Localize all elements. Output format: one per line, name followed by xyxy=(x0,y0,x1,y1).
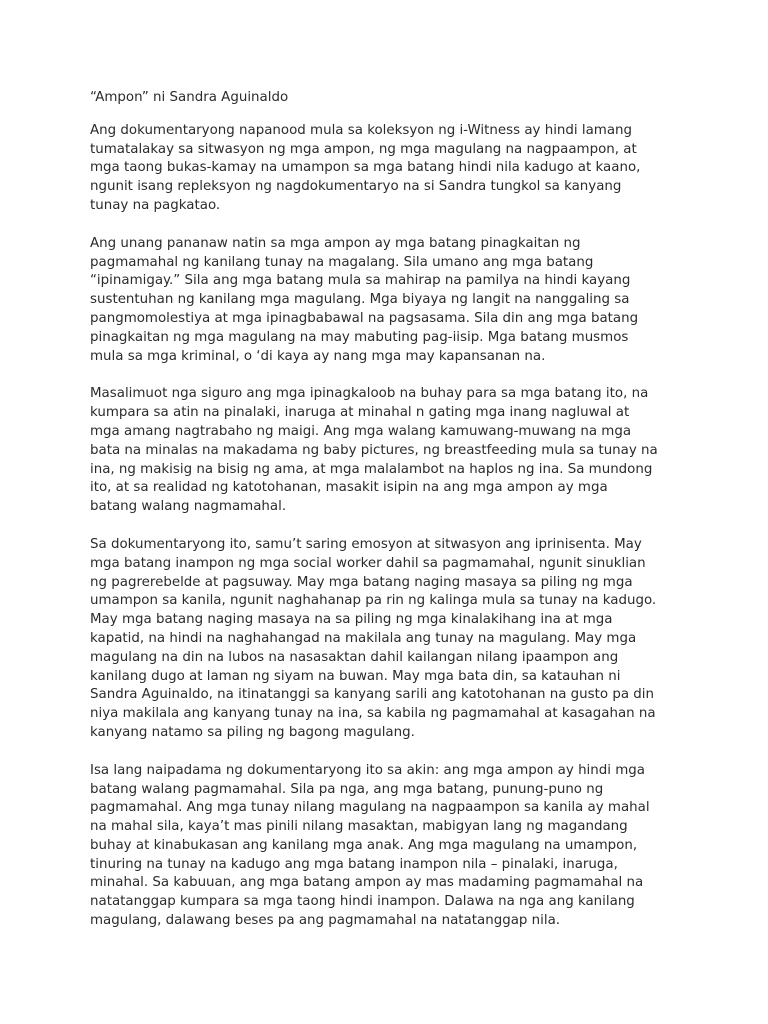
paragraph-3 xyxy=(90,385,690,517)
text-line: tumatalakay sa sitwasyon ng mga ampon, ng mga magulang na nagpaampon, at xyxy=(90,141,637,157)
text-line: ng pagrerebelde at pagsuway. May mga batang naging masaya sa piling ng mga xyxy=(90,574,633,590)
text-line: natatanggap kumpara sa mga taong hindi inampon. Dalawa na nga ang kanilang xyxy=(90,894,635,910)
text-line: bata na minalas na makadama ng baby pictures, ng breastfeeding mula sa tunay na xyxy=(90,442,658,458)
text-line: Ang unang pananaw natin sa mga ampon ay mga batang pinagkaitan ng xyxy=(90,235,581,251)
text-line: mula sa mga kriminal, o ‘di kaya ay nang mga may kapansanan na. xyxy=(90,348,546,364)
paragraph-2 xyxy=(90,235,690,367)
text-line: minahal. Sa kabuuan, ang mga batang ampon ay mas madaming pagmamahal na xyxy=(90,875,644,891)
text-line: umampon sa kanila, ngunit naghahanap pa rin ng kalinga mula sa tunay na kadugo. xyxy=(90,593,657,609)
text-line: ngunit isang repleksyon ng nagdokumentaryo na si Sandra tungkol sa kanyang xyxy=(90,179,622,195)
text-line: buhay at kinabukasan ang kanilang mga anak. Ang mga magulang na umampon, xyxy=(90,837,638,853)
text-line: kanilang dugo at laman ng siyam na buwan. May mga bata din, sa katauhan ni xyxy=(90,668,621,684)
text-line: Masalimuot nga siguro ang mga ipinagkaloob na buhay para sa mga batang ito, na xyxy=(90,386,649,402)
text-line: sustentuhan ng kanilang mga magulang. Mga biyaya ng langit na nanggaling sa xyxy=(90,292,630,308)
text-line: Ang dokumentaryong napanood mula sa koleksyon ng i-Witness ay hindi lamang xyxy=(90,122,633,138)
text-line: ina, ng makisig na bisig ng ama, at mga malalambot na haplos ng ina. Sa mundong xyxy=(90,461,653,477)
text-line: ito, at sa realidad ng katotohanan, masakit isipin na ang mga ampon ay mga xyxy=(90,480,608,496)
text-line: mga batang inampon ng mga social worker dahil sa pagmamahal, ngunit sinuklian xyxy=(90,555,646,571)
document-title: “Ampon” ni Sandra Aguinaldo xyxy=(90,90,289,105)
text-line: na mahal sila, kaya’t mas pinili nilang masaktan, mabigyan lang ng magandang xyxy=(90,819,628,835)
text-line: magulang, dalawang beses pa ang pagmamahal na natatanggap nila. xyxy=(90,913,561,929)
paragraph-1 xyxy=(90,122,690,216)
text-line: niya makilala ang kanyang tunay na ina, sa kabila ng pagmamahal at kasagahan na xyxy=(90,706,656,722)
text-line: kanyang natamo sa piling ng bagong magulang. xyxy=(90,724,415,740)
text-line: pinagkaitan ng mga magulang na may mabuting pag-iisip. Mga batang musmos xyxy=(90,329,629,345)
text-line: Sa dokumentaryong ito, samu’t saring emosyon at sitwasyon ang iprinisenta. May xyxy=(90,536,642,552)
text-line: kapatid, na hindi na naghahangad na makilala ang tunay na magulang. May mga xyxy=(90,630,637,646)
text-line: “ipinamigay.” Sila ang mga batang mula sa mahirap na pamilya na hindi kayang xyxy=(90,273,631,289)
paragraph-4 xyxy=(90,536,690,743)
text-line: Isa lang naipadama ng dokumentaryong ito sa akin: ang mga ampon ay hindi mga xyxy=(90,762,645,778)
text-line: batang walang pagmamahal. Sila pa nga, ang mga batang, punung-puno ng xyxy=(90,781,604,797)
text-line: May mga batang naging masaya na sa piling ng mga kinalakihang ina at mga xyxy=(90,612,613,628)
text-line: mga amang nagtrabaho ng maigi. Ang mga walang kamuwang-muwang na mga xyxy=(90,423,632,439)
text-line: pangmomolestiya at mga ipinagbabawal na pagsasama. Sila din ang mga batang xyxy=(90,310,639,326)
text-line: kumpara sa atin na pinalaki, inaruga at minahal n gating mga inang nagluwal at xyxy=(90,405,630,421)
text-line: pagmamahal. Ang mga tunay nilang magulang na nagpaampon sa kanila ay mahal xyxy=(90,800,650,816)
text-line: pagmamahal ng kanilang tunay na magalang. Sila umano ang mga batang xyxy=(90,254,594,270)
text-line: batang walang nagmamahal. xyxy=(90,499,287,515)
paragraph-5 xyxy=(90,762,690,931)
text-line: mga taong bukas-kamay na umampon sa mga batang hindi nila kadugo at kaano, xyxy=(90,160,641,176)
document-body xyxy=(90,89,690,950)
text-line: Sandra Aguinaldo, na itinatanggi sa kanyang sarili ang katotohanan na gusto pa din xyxy=(90,687,654,703)
text-line: tinuring na tunay na kadugo ang mga batang inampon nila – pinalaki, inaruga, xyxy=(90,856,618,872)
text-line: magulang na din na lubos na nasasaktan dahil kailangan nilang ipaampon ang xyxy=(90,649,619,665)
text-line: tunay na pagkatao. xyxy=(90,197,221,213)
